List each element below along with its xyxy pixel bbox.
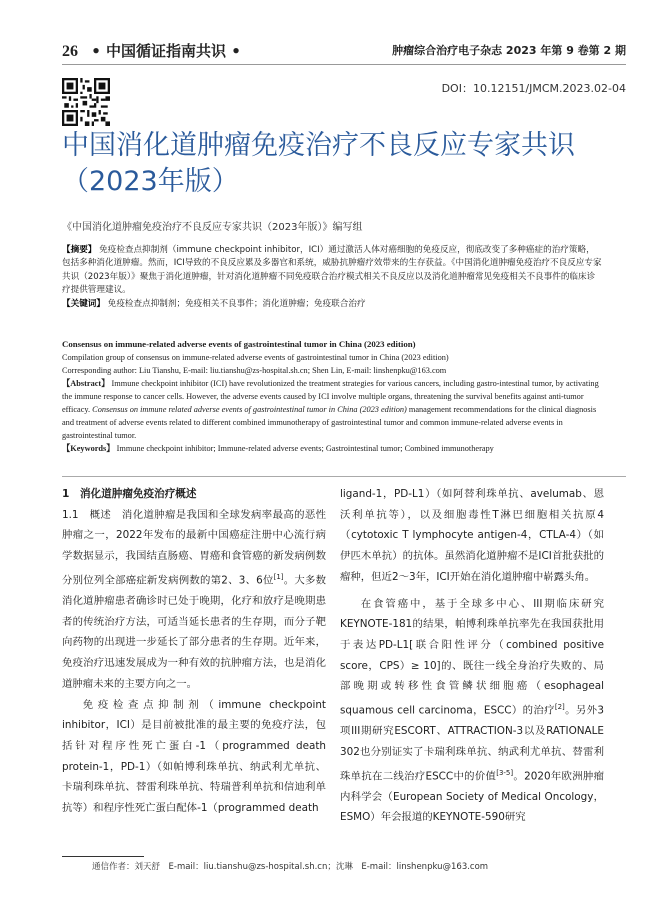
abstract-cn-label: 【摘要】 — [62, 245, 97, 255]
footnote: 通信作者：刘天舒 E-mail：liu.tianshu@zs-hospital.sh.cn；沈琳 E-mail：linshenpku@163.com — [92, 862, 489, 872]
keywords-cn-label: 【关键词】 — [62, 298, 105, 309]
keywords-en-text: Immune checkpoint inhibitor; Immune-related adverse events; Gastrointestinal tumor; Combined immunotherapy — [114, 444, 494, 453]
header-divider — [62, 64, 626, 65]
abstract-en-text-b: management recommendations for the clinical diagnosis and treatment of adverse events related to different combined immunotherapy of gastrointestinal tumor and common immune-related adverse events in gastrointestinal tumor. — [62, 405, 597, 440]
citation-ref: [2] — [554, 703, 565, 712]
citation-ref: [3-5] — [496, 768, 514, 777]
paragraph-text: 。2020年欧洲肿瘤内科学会（European Society of Medical Oncology，ESMO）年会报道的KEYNOTE-590研究 — [340, 770, 604, 824]
abstract-en-corresponding: Corresponding author: Liu Tianshu, E-mail: liu.tianshu@zs-hospital.sh.cn; Shen Lin, E-mail: linshenpku@163.com — [62, 366, 447, 375]
body-paragraph — [340, 594, 604, 829]
abstract-en-label: 【Abstract】 — [62, 379, 110, 388]
body-column-left — [62, 484, 326, 819]
paragraph-text: 。另外3项III期研究ESCORT、ATTRACTION-3以及RATIONALE 302也分别证实了卡瑞利珠单抗、纳武利尤单抗、替雷利珠单抗在二线治疗ESCC中的价值 — [340, 704, 604, 783]
body-paragraph: 免疫检查点抑制剂（immune checkpoint inhibitor，ICI）是目前被批准的最主要的免疫疗法，包括针对程序性死亡蛋白-1（programmed death protein-1，PD-1）（如帕博利珠单抗、纳武利尤单抗、卡瑞利珠单抗、替雷利珠单抗、特瑞普利单抗和信迪利单抗等）和程序性死亡蛋白配体-1（programmed death — [62, 698, 326, 815]
journal-section-label: • 中国循证指南共识 • — [91, 42, 241, 60]
abstract-divider — [62, 476, 626, 477]
section-heading: 1 消化道肿瘤免疫治疗概述 — [62, 488, 197, 500]
paragraph-text: 1.1 概述 消化道肿瘤是我国和全球发病率最高的恶性肿瘤之一，2022年发布的最新中国癌症注册中心流行病学数据显示，我国结直肠癌、胃癌和食管癌的新发病例数分别位列全部癌症新发病例数的第2、3、6位 — [62, 508, 326, 587]
keywords-cn — [62, 298, 602, 311]
keywords-cn-text: 免疫检查点抑制剂；免疫相关不良事件；消化道肿瘤；免疫联合治疗 — [107, 298, 366, 309]
journal-issue-label: 肿瘤综合治疗电子杂志 2023 年第 9 卷第 2 期 — [392, 44, 626, 57]
abstract-cn-text: 免疫检查点抑制剂（immune checkpoint inhibitor，ICI）通过激活人体对癌细胞的免疫反应，彻底改变了多种癌症的治疗策略，包括多种消化道肿瘤。然而，ICI导致的不良反应累及多器官和系统，威胁抗肿瘤疗效带来的生存获益。《中国消化道肿瘤免疫治疗不良反应专家共识（2023年版）》聚焦于消化道肿瘤，针对消化道肿瘤不同免疫联合治疗模式相关不良反应以及消化道肿瘤常见免疫相关不良事件的临床诊疗提供管理建议。 — [62, 245, 602, 296]
citation-ref: [1] — [273, 572, 284, 581]
keywords-en — [62, 442, 602, 455]
qr-code-icon — [62, 78, 110, 126]
title-line-2: （2023年版） — [62, 166, 239, 197]
page-number: 26 — [62, 43, 78, 60]
abstract-en-body — [62, 377, 602, 442]
running-header-left — [62, 40, 241, 61]
paragraph-text: 在食管癌中，基于全球多中心、III期临床研究KEYNOTE-181的结果，帕博利珠单抗率先在我国获批用于表达PD-L1[联合阳性评分（combined positive score，CPS）≥ 10]的、既往一线全身治疗失败的、局部晚期或转移性食管鳞状细胞癌（esophageal squamous cell carcinoma，ESCC）的治疗 — [340, 597, 604, 717]
abstract-en-title: Consensus on immune-related adverse events of gastrointestinal tumor in China (2023 edition) — [62, 339, 416, 349]
keywords-en-label: 【Keywords】 — [62, 444, 115, 453]
abstract-en-text-italic: Consensus on immune related adverse events of gastrointestinal tumor in China (2023 edition) — [92, 405, 407, 414]
footnote-rule — [62, 856, 144, 857]
body-paragraph: ligand-1，PD-L1）（如阿替利珠单抗、avelumab、恩沃利单抗等），以及细胞毒性T淋巴细胞相关抗原4（cytotoxic T lymphocyte antigen-4，CTLA-4）（如伊匹木单抗）的抗体。虽然消化道肿瘤不是ICI首批获批的瘤种，但近2～3年，ICI开始在消化道肿瘤中崭露头角。 — [340, 488, 604, 583]
doi-label: DOI：10.12151/JMCM.2023.02-04 — [441, 82, 626, 95]
body-column-right — [340, 484, 604, 828]
abstract-en-text-a: Immune checkpoint inhibitor (ICI) have revolutionized the treatment strategies for various cancers, including gastro-intestinal tumor, by activating the immune response to cancer cells. However, the adverse events caused by ICI involve multiple organs, threatening the survival benefits against anti-tumor efficacy. — [62, 379, 599, 414]
paragraph-text: 。大多数消化道肿瘤患者确诊时已处于晚期，化疗和放疗是晚期患者的传统治疗方法，可适当延长患者的生存期，而分子靶向药物的出现进一步延长了部分患者的生存期。近年来，免疫治疗迅速发展成为一种有效的抗肿瘤方法，也是消化道肿瘤未来的主要方向之一。 — [62, 574, 326, 690]
title-line-1: 中国消化道肿瘤免疫治疗不良反应专家共识 — [62, 130, 575, 161]
abstract-en-group: Compilation group of consensus on immune-related adverse events of gastrointestinal tumor in China (2023 edition) — [62, 353, 449, 362]
writing-group: 《中国消化道肿瘤免疫治疗不良反应专家共识（2023年版）》编写组 — [62, 222, 363, 233]
abstract-en — [62, 338, 602, 455]
body-paragraph — [62, 505, 326, 695]
abstract-cn-body — [62, 244, 602, 298]
abstract-cn — [62, 244, 602, 311]
page-title — [62, 128, 622, 200]
